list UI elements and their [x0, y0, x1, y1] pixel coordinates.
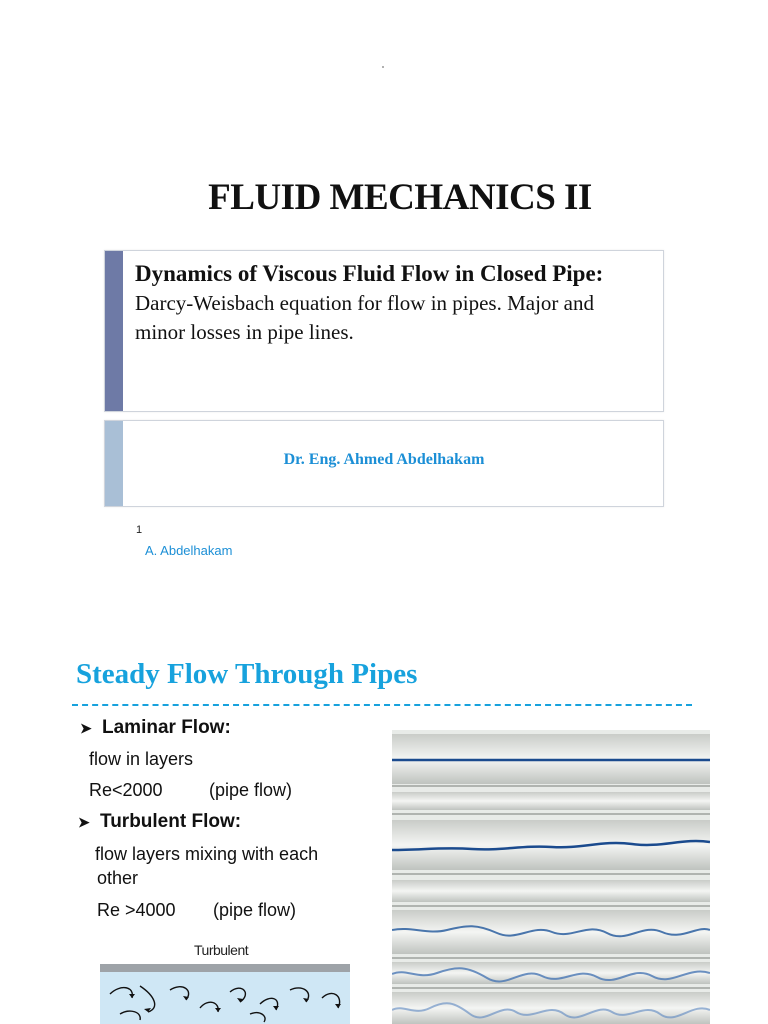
diagram-label: Turbulent: [194, 942, 249, 958]
subtitle-rest: Darcy-Weisbach equation for flow in pipes. Major and minor losses in pipe lines.: [135, 291, 594, 344]
subtitle-bold: Dynamics of Viscous Fluid Flow in Closed Pipe:: [135, 261, 604, 286]
bullet-text: flow in layers: [89, 749, 194, 769]
bullet-text: (pipe flow): [209, 780, 293, 800]
arrow-bullet-icon: ➤: [80, 720, 92, 736]
bullet-laminar: [80, 717, 231, 739]
footer-author: A. Abdelhakam: [145, 543, 233, 558]
subtitle-text: [135, 259, 649, 347]
dot-mark: [382, 66, 384, 68]
bullet-heading: Laminar Flow:: [102, 717, 231, 738]
bullet-turbulent: [78, 811, 241, 833]
turbulent-flow-diagram: [100, 964, 350, 1024]
bullet-text: Re<2000: [89, 780, 163, 800]
accent-bar: [105, 251, 123, 411]
page-number: 1: [136, 524, 143, 536]
author-box: [104, 420, 664, 507]
slide-2: [0, 620, 768, 1024]
bullet-heading: Turbulent Flow:: [100, 811, 242, 832]
subtitle-box: [104, 250, 664, 412]
bullet-text: Re >4000: [97, 900, 176, 920]
slide-title: Steady Flow Through Pipes: [76, 658, 418, 690]
author-name: Dr. Eng. Ahmed Abdelhakam: [283, 451, 485, 468]
bullet-text: flow layers mixing with each: [95, 844, 319, 864]
pipe-flow-image: [392, 730, 710, 1024]
title-underline: [72, 704, 692, 706]
pipe-flow-photo: [392, 730, 710, 1024]
slide-title: FLUID MECHANICS II: [208, 177, 592, 218]
bullet-text: (pipe flow): [213, 900, 297, 920]
bullet-text: other: [97, 868, 139, 888]
arrow-bullet-icon: ➤: [78, 814, 90, 830]
